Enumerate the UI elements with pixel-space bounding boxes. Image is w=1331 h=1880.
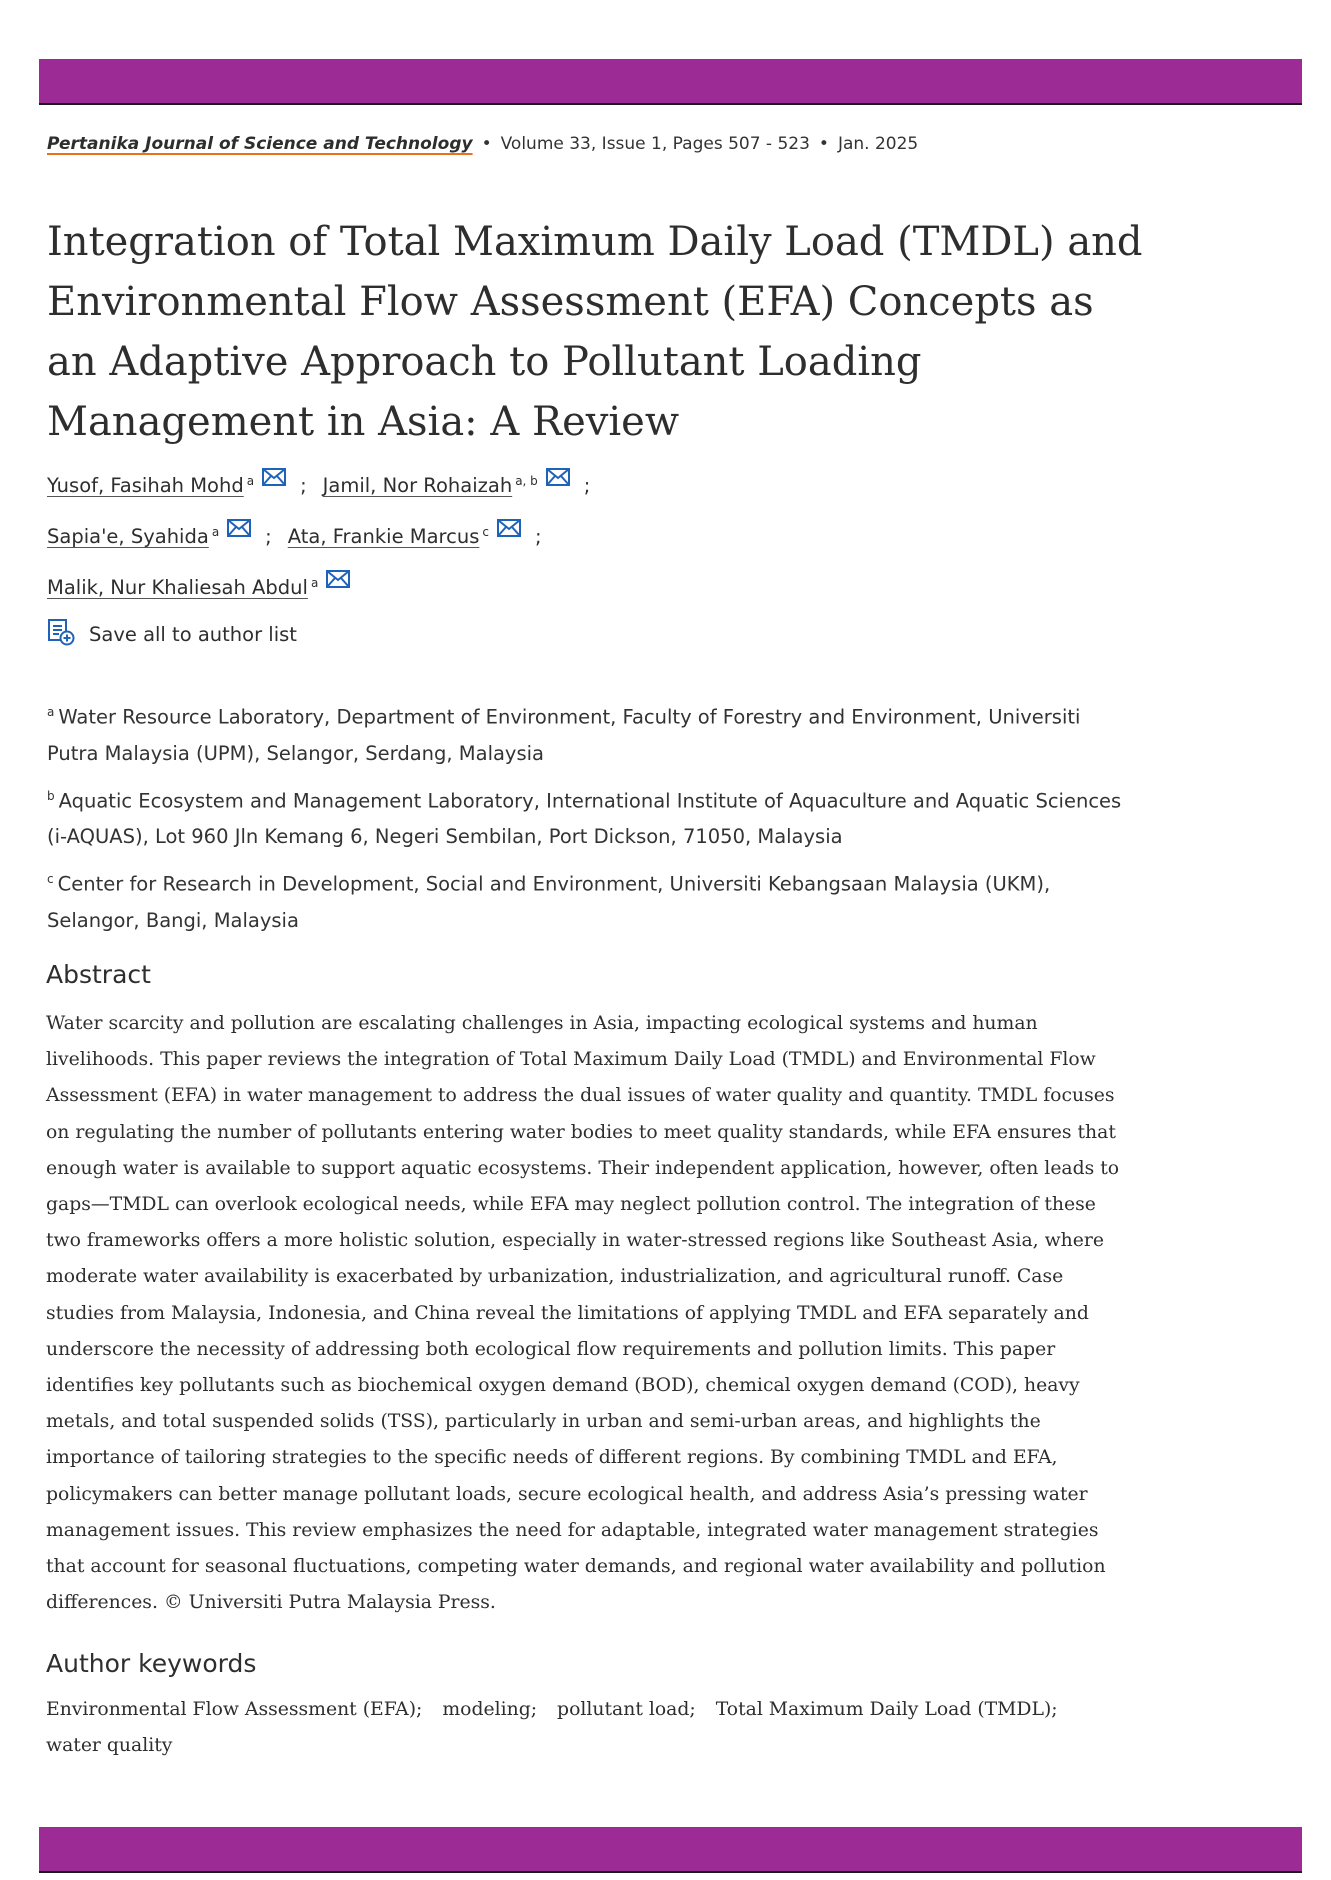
affiliation-marker: a, b: [515, 474, 538, 488]
author-link[interactable]: Ata, Frankie Marcus: [287, 525, 480, 548]
keyword-item: [716, 1699, 1072, 1720]
author-separator: ;: [534, 525, 542, 548]
affiliation-text: Water Resource Laboratory, Department of Environment, Faculty of Forestry and Environment, Universiti Putra Malaysia (UPM), Selangor, Serdang, Malaysia: [47, 705, 1081, 765]
author-link[interactable]: Yusof, Fasihah Mohd: [47, 474, 244, 497]
email-icon[interactable]: [497, 519, 521, 542]
email-icon[interactable]: [262, 468, 286, 491]
keyword-item: [46, 1735, 172, 1756]
keyword-separator: ;: [1051, 1699, 1058, 1720]
abstract-heading: Abstract: [46, 960, 151, 989]
author-link[interactable]: Sapia'e, Syahida: [47, 525, 209, 548]
publication-date: Jan. 2025: [837, 134, 919, 154]
bottom-banner: [39, 1827, 1302, 1873]
author-separator: ;: [300, 474, 307, 497]
keyword-text: pollutant load: [557, 1699, 690, 1720]
affiliation-item: [47, 861, 1137, 939]
keyword-item: [46, 1699, 436, 1720]
source-line: [47, 134, 918, 154]
keyword-item: [442, 1699, 551, 1720]
volume-pages: Volume 33, Issue 1, Pages 507 - 523: [500, 134, 810, 154]
affiliation-marker: a: [211, 525, 220, 539]
affiliation-item: [47, 694, 1137, 772]
email-icon[interactable]: [326, 570, 350, 593]
keyword-text: Total Maximum Daily Load (TMDL): [715, 1699, 1052, 1720]
separator-dot: •: [481, 134, 492, 154]
affiliations: [47, 694, 1137, 945]
keyword-item: [557, 1699, 710, 1720]
affiliation-marker: c: [482, 525, 489, 539]
affiliation-mark: a: [47, 705, 55, 719]
keyword-list: [46, 1692, 1136, 1764]
author-link[interactable]: Malik, Nur Khaliesah Abdul: [47, 576, 308, 599]
separator-dot: •: [818, 134, 829, 154]
keywords-heading: Author keywords: [46, 1649, 257, 1678]
affiliation-text: Aquatic Ecosystem and Management Laboratory, International Institute of Aquaculture and Aquatic Sciences (i-AQUAS), Lot 960 Jln Kemang 6, Negeri Sembilan, Port Dickson, 71050, Malaysia: [47, 789, 1122, 848]
author-separator: ;: [265, 525, 272, 548]
save-all-to-author-list-button[interactable]: [47, 618, 297, 651]
author-separator: ;: [583, 474, 591, 497]
keyword-separator: ;: [689, 1699, 696, 1720]
keyword-separator: ;: [416, 1699, 423, 1720]
journal-link[interactable]: Pertanika Journal of Science and Technology: [47, 134, 473, 154]
top-banner: [39, 59, 1302, 105]
affiliation-marker: a: [310, 576, 319, 590]
email-icon[interactable]: [546, 468, 570, 491]
paper-title: Integration of Total Maximum Daily Load (TMDL) and Environmental Flow Assessment (EFA) Concepts as an Adaptive Approach to Pollutant Loading Management in Asia: A Review: [47, 219, 1143, 445]
affiliation-text: Center for Research in Development, Social and Environment, Universiti Kebangsaan Malaysia (UKM), Selangor, Bangi, Malaysia: [47, 872, 1051, 932]
author-link[interactable]: Jamil, Nor Rohaizah: [322, 474, 513, 497]
keyword-text: modeling: [442, 1699, 531, 1720]
email-icon[interactable]: [227, 519, 251, 542]
affiliation-mark: b: [47, 788, 55, 803]
author-list-add-icon: [47, 618, 89, 651]
author-list: [47, 474, 606, 627]
abstract-text: Water scarcity and pollution are escalating challenges in Asia, impacting ecological systems and human livelihoods. This paper reviews the integration of Total Maximum Daily Load (TMDL) and Environmental Flow Assessment (EFA) in water management to address the dual issues of water quality and quantity. TMDL focuses on regulating the number of pollutants entering water bodies to meet quality standards, while EFA ensures that enough water is available to support aquatic ecosystems. Their independent application, however, often leads to gaps—TMDL can overlook ecological needs, while EFA may neglect pollution control. The integration of these two frameworks offers a more holistic solution, especially in water-stressed regions like Southeast Asia, where moderate water availability is exacerbated by urbanization, industrialization, and agricultural runoff. Case studies from Malaysia, Indonesia, and China reveal the limitations of applying TMDL and EFA separately and underscore the necessity of addressing both ecological flow requirements and pollution limits. This paper identifies key pollutants such as biochemical oxygen demand (BOD), chemical oxygen demand (COD), heavy metals, and total suspended solids (TSS), particularly in urban and semi-urban areas, and highlights the importance of tailoring strategies to the specific needs of different regions. By combining TMDL and EFA, policymakers can better manage pollutant loads, secure ecological health, and address Asia’s pressing water management issues. This review emphasizes the need for adaptable, integrated water management strategies that account for seasonal fluctuations, competing water demands, and regional water availability and pollution differences. © Universiti Putra Malaysia Press.: [46, 1013, 1120, 1614]
keyword-separator: ;: [530, 1699, 538, 1720]
affiliation-mark: c: [47, 872, 54, 886]
save-all-label: Save all to author list: [89, 623, 297, 646]
author-row: [47, 474, 606, 525]
author-row: [47, 525, 606, 576]
affiliation-marker: a: [246, 474, 255, 488]
keyword-text: water quality: [46, 1735, 173, 1756]
keyword-text: Environmental Flow Assessment (EFA): [46, 1699, 417, 1720]
affiliation-item: [47, 778, 1137, 856]
